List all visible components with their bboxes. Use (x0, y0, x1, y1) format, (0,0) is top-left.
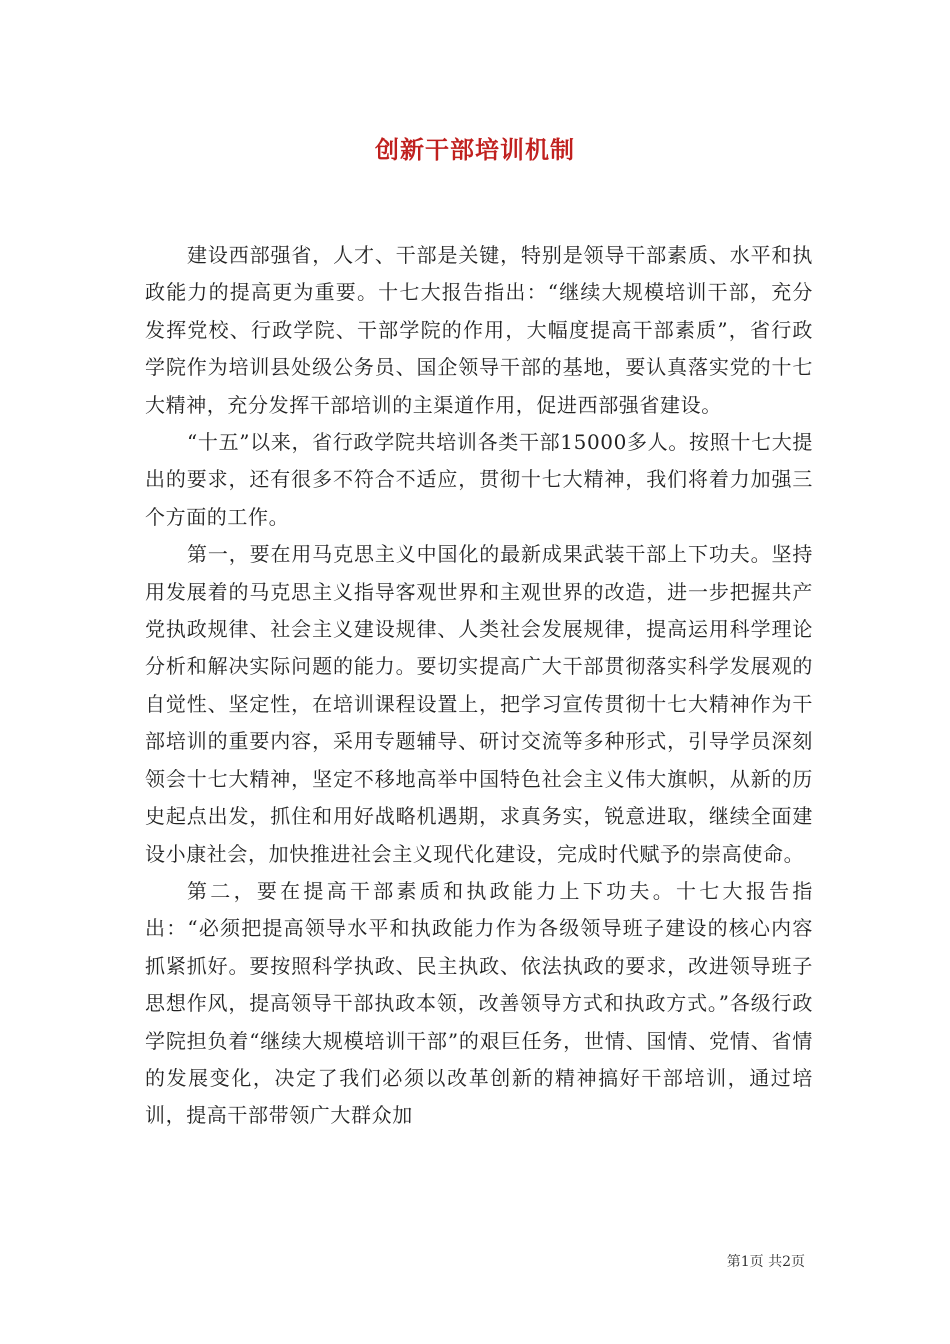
footer-middle: 页 共 (749, 1254, 783, 1270)
footer-total-pages: 2 (782, 1254, 791, 1270)
paragraph-4: 第二，要在提高干部素质和执政能力上下功夫。十七大报告指出：“必须把提高领导水平和执政能力作为各级领导班子建设的核心内容抓紧抓好。要按照科学执政、民主执政、依法执政的要求，改进领导班子思想作风，提高领导干部执政本领，改善领导方式和执政方式。”各级行政学院担负着“继续大规模培训干部”的艰巨任务，世情、国情、党情、省情的发展变化，决定了我们必须以改革创新的精神搞好干部培训，通过培训，提高干部带领广大群众加 (145, 878, 813, 1128)
paragraph-1: 建设西部强省，人才、干部是关键，特别是领导干部素质、水平和执政能力的提高更为重要。十七大报告指出：“继续大规模培训干部，充分发挥党校、行政学院、干部学院的作用，大幅度提高干部素质”，省行政学院作为培训县处级公务员、国企领导干部的基地，要认真落实党的十七大精神，充分发挥干部培训的主渠道作用，促进西部强省建设。 (145, 243, 813, 417)
page-footer (727, 1251, 805, 1271)
paragraph-2: “十五”以来，省行政学院共培训各类干部15000多人。按照十七大提出的要求，还有很多不符合不适应，贯彻十七大精神，我们将着力加强三个方面的工作。 (145, 430, 813, 529)
document-body (145, 237, 813, 1135)
footer-suffix: 页 (791, 1254, 805, 1270)
footer-current-page: 1 (740, 1254, 750, 1270)
document-title: 创新干部培训机制 (375, 135, 575, 164)
paragraph-3: 第一，要在用马克思主义中国化的最新成果武装干部上下功夫。坚持用发展着的马克思主义指导客观世界和主观世界的改造，进一步把握共产党执政规律、社会主义建设规律、人类社会发展规律，提高运用科学理论分析和解决实际问题的能力。要切实提高广大干部贯彻落实科学发展观的自觉性、坚定性，在培训课程设置上，把学习宣传贯彻十七大精神作为干部培训的重要内容，采用专题辅导、研讨交流等多种形式，引导学员深刻领会十七大精神，坚定不移地高举中国特色社会主义伟大旗帜，从新的历史起点出发，抓住和用好战略机遇期，求真务实，锐意进取，继续全面建设小康社会，加快推进社会主义现代化建设，完成时代赋予的崇高使命。 (145, 542, 813, 866)
footer-prefix: 第 (726, 1254, 741, 1270)
